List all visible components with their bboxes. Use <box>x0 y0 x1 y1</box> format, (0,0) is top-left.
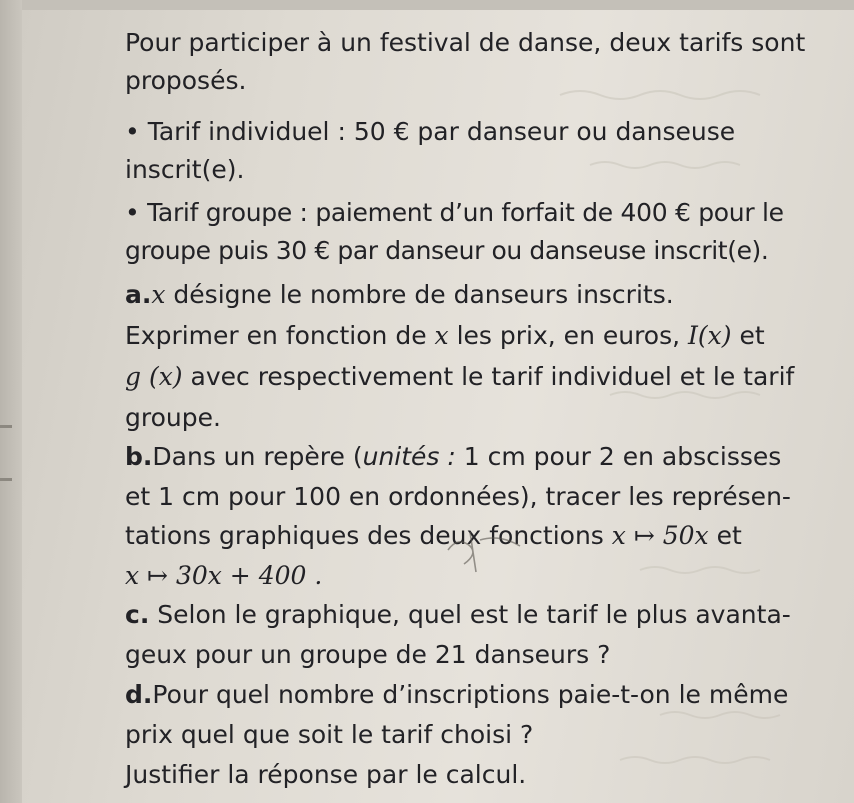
question-a-line-1 <box>125 280 674 310</box>
bullet-group-line-2: groupe puis 30 € par danseur ou danseuse inscrit(e). <box>125 236 769 265</box>
intro-line-1: Pour participer à un festival de danse, deux tarifs sont <box>125 28 806 57</box>
question-b-text: Dans un repère ( <box>152 442 363 471</box>
question-b-line-3 <box>125 521 742 551</box>
question-a-line-3 <box>125 362 794 392</box>
question-b-text: 1 cm pour 2 en abscisses <box>455 442 782 471</box>
question-a-text: et <box>731 321 765 350</box>
question-a-text: les prix, en euros, <box>448 321 689 350</box>
bullet-group-line-1: • Tarif groupe : paiement d’un forfait de 400 € pour le <box>125 198 784 227</box>
question-d-line-1 <box>125 680 788 710</box>
intro-line-2: proposés. <box>125 66 247 95</box>
question-c-label: c. <box>125 600 150 629</box>
question-b-text: unités : <box>362 442 456 471</box>
bullet-individual-line-1: • Tarif individuel : 50 € par danseur ou danseuse <box>125 117 736 146</box>
question-c-text: Selon le graphique, quel est le tarif le plus avanta- <box>149 600 791 629</box>
function-30x-400: x ↦ 30x + 400 . <box>125 561 323 590</box>
question-d-label: d. <box>125 680 153 709</box>
question-b-text: et <box>708 521 742 550</box>
question-b-line-2: et 1 cm pour 100 en ordonnées), tracer les représen- <box>125 482 791 511</box>
question-b-line-4 <box>125 561 322 591</box>
bullet-individual-line-2: inscrit(e). <box>125 155 245 184</box>
function-g: g (x) <box>125 362 183 391</box>
question-a-label: a. <box>125 280 152 309</box>
variable-x: x <box>151 280 166 309</box>
question-d-line-3: Justifier la réponse par le calcul. <box>125 760 527 789</box>
question-a-text: désigne le nombre de danseurs inscrits. <box>165 280 674 309</box>
question-a-line-2 <box>125 321 765 351</box>
variable-x: x <box>434 321 449 350</box>
question-a-line-4: groupe. <box>125 403 221 432</box>
question-b-line-1 <box>125 442 781 472</box>
pencil-scribble <box>440 520 530 580</box>
question-c-line-2: geux pour un groupe de 21 danseurs ? <box>125 640 611 669</box>
function-50x: x ↦ 50x <box>611 521 709 550</box>
question-a-text: Exprimer en fonction de <box>125 321 435 350</box>
question-d-line-2: prix quel que soit le tarif choisi ? <box>125 720 534 749</box>
question-c-line-1 <box>125 600 791 630</box>
question-b-label: b. <box>125 442 153 471</box>
question-d-text: Pour quel nombre d’inscriptions paie-t-on le même <box>152 680 789 709</box>
function-I: I(x) <box>688 321 732 350</box>
question-b-text: tations graphiques des deux fonctions <box>125 521 612 550</box>
question-a-text: avec respectivement le tarif individuel et le tarif <box>182 362 795 391</box>
